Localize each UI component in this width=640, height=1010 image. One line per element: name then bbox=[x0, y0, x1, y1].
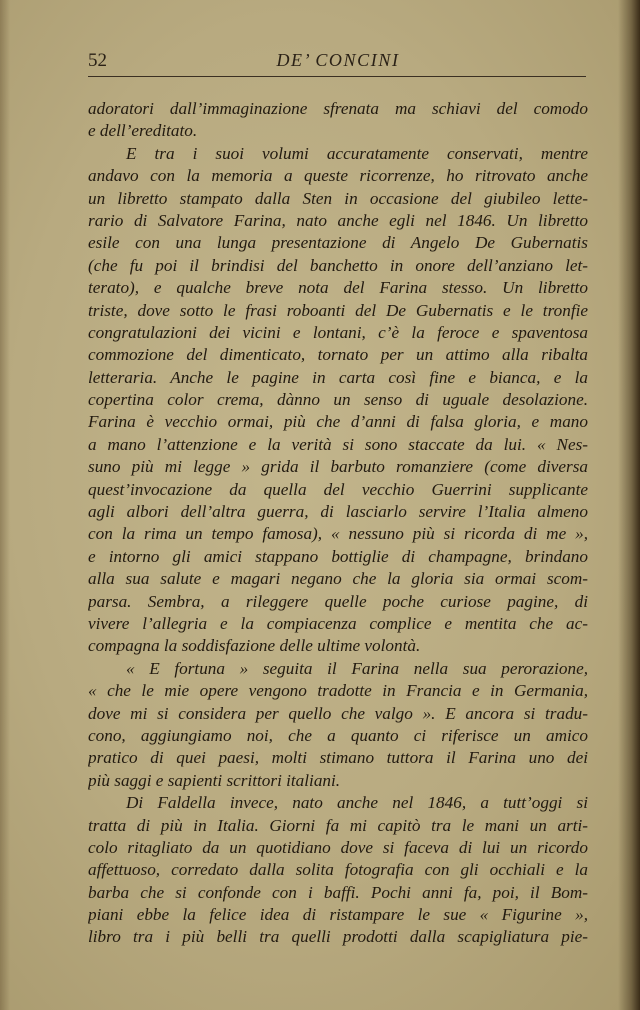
text-line: con la rima un tempo famosa), « nessuno più si ricorda di me », bbox=[88, 524, 588, 544]
text-line: Farina è vecchio ormai, più che d’anni di falsa gloria, e mano bbox=[88, 412, 588, 432]
text-line: copertina color crema, dànno un senso di uguale desolazione. bbox=[88, 390, 588, 410]
text-line: Di Faldella invece, nato anche nel 1846, a tutt’oggi si bbox=[126, 793, 588, 813]
text-line: commozione del dimenticato, tornato per un attimo alla ribalta bbox=[88, 345, 588, 365]
page-right-shadow bbox=[618, 0, 640, 1010]
text-line: affettuoso, corredato dalla solita fotografia con gli occhiali e la bbox=[88, 860, 588, 880]
text-line: andavo con la memoria a queste ricorrenze, ho ritrovato anche bbox=[88, 166, 588, 186]
text-line: libro tra i più belli tra quelli prodotti dalla scapigliatura pie- bbox=[88, 927, 588, 947]
header-rule bbox=[88, 76, 586, 77]
text-line: barba che si confonde con i baffi. Pochi anni fa, poi, il Bom- bbox=[88, 882, 588, 902]
text-line: pratico di quei paesi, molti stimano tuttora il Farina uno dei bbox=[88, 748, 588, 768]
page-header bbox=[88, 50, 588, 74]
text-line: letteraria. Anche le pagine in carta così fine e bianca, e la bbox=[88, 367, 588, 387]
page-number: 52 bbox=[88, 50, 107, 71]
text-line: cono, aggiungiamo noi, che a quanto ci riferisce un amico bbox=[88, 725, 588, 745]
text-line: « che le mie opere vengono tradotte in Francia e in Germania, bbox=[88, 681, 588, 701]
text-line: colo ritagliato da un quotidiano dove si faceva di lui un ricordo bbox=[88, 837, 588, 857]
body-text bbox=[88, 98, 588, 949]
text-line: tratta di più in Italia. Giorni fa mi capitò tra le mani un arti- bbox=[88, 815, 588, 835]
text-line: parsa. Sembra, a rileggere quelle poche curiose pagine, di bbox=[88, 591, 588, 611]
text-line: triste, dove sotto le frasi roboanti del De Gubernatis e le tronfie bbox=[88, 300, 588, 320]
text-line: compagna la soddisfazione delle ultime volontà. bbox=[88, 636, 421, 656]
text-line: E tra i suoi volumi accuratamente conservati, mentre bbox=[126, 143, 588, 163]
text-line: piani ebbe la felice idea di ristampare le sue « Figurine », bbox=[88, 905, 588, 925]
text-line: esile con una lunga presentazione di Angelo De Gubernatis bbox=[88, 233, 588, 253]
text-line: suno più mi legge » grida il barbuto romanziere (come diversa bbox=[88, 457, 588, 477]
text-line: vivere l’allegria e la compiacenza complice e mentita che ac- bbox=[88, 613, 588, 633]
text-line: terato), e qualche breve nota del Farina stesso. Un libretto bbox=[88, 278, 588, 298]
text-line: più saggi e sapienti scrittori italiani. bbox=[88, 770, 341, 790]
text-line: congratulazioni dei vicini e lontani, c’è la feroce e spaventosa bbox=[88, 322, 588, 342]
text-line: « E fortuna » seguita il Farina nella sua perorazione, bbox=[126, 658, 588, 678]
page-left-shadow bbox=[0, 0, 10, 1010]
text-line: e intorno gli amici stappano bottiglie di champagne, brindano bbox=[88, 546, 588, 566]
text-line: agli albori dell’altra guerra, di lasciarlo servire l’Italia almeno bbox=[88, 502, 588, 522]
running-title: DE’ CONCINI bbox=[276, 50, 400, 70]
text-line: un libretto stampato dalla Sten in occasione del giubileo lette- bbox=[88, 188, 588, 208]
text-line: alla sua salute e magari negano che la gloria sia ormai scom- bbox=[88, 569, 588, 589]
text-line: quest’invocazione da quella del vecchio Guerrini supplicante bbox=[88, 479, 588, 499]
text-line: dove mi si considera per quello che valgo ». E ancora si tradu- bbox=[88, 703, 588, 723]
text-line: adoratori dall’immaginazione sfrenata ma schiavi del comodo bbox=[88, 99, 588, 118]
text-line: a mano l’attenzione e la verità si sono staccate da lui. « Nes- bbox=[88, 434, 588, 454]
text-line: rario di Salvatore Farina, nato anche egli nel 1846. Un libretto bbox=[88, 210, 588, 230]
text-line: (che fu poi il brindisi del banchetto in onore dell’anziano let- bbox=[88, 255, 588, 275]
text-line: e dell’ereditato. bbox=[88, 121, 198, 141]
